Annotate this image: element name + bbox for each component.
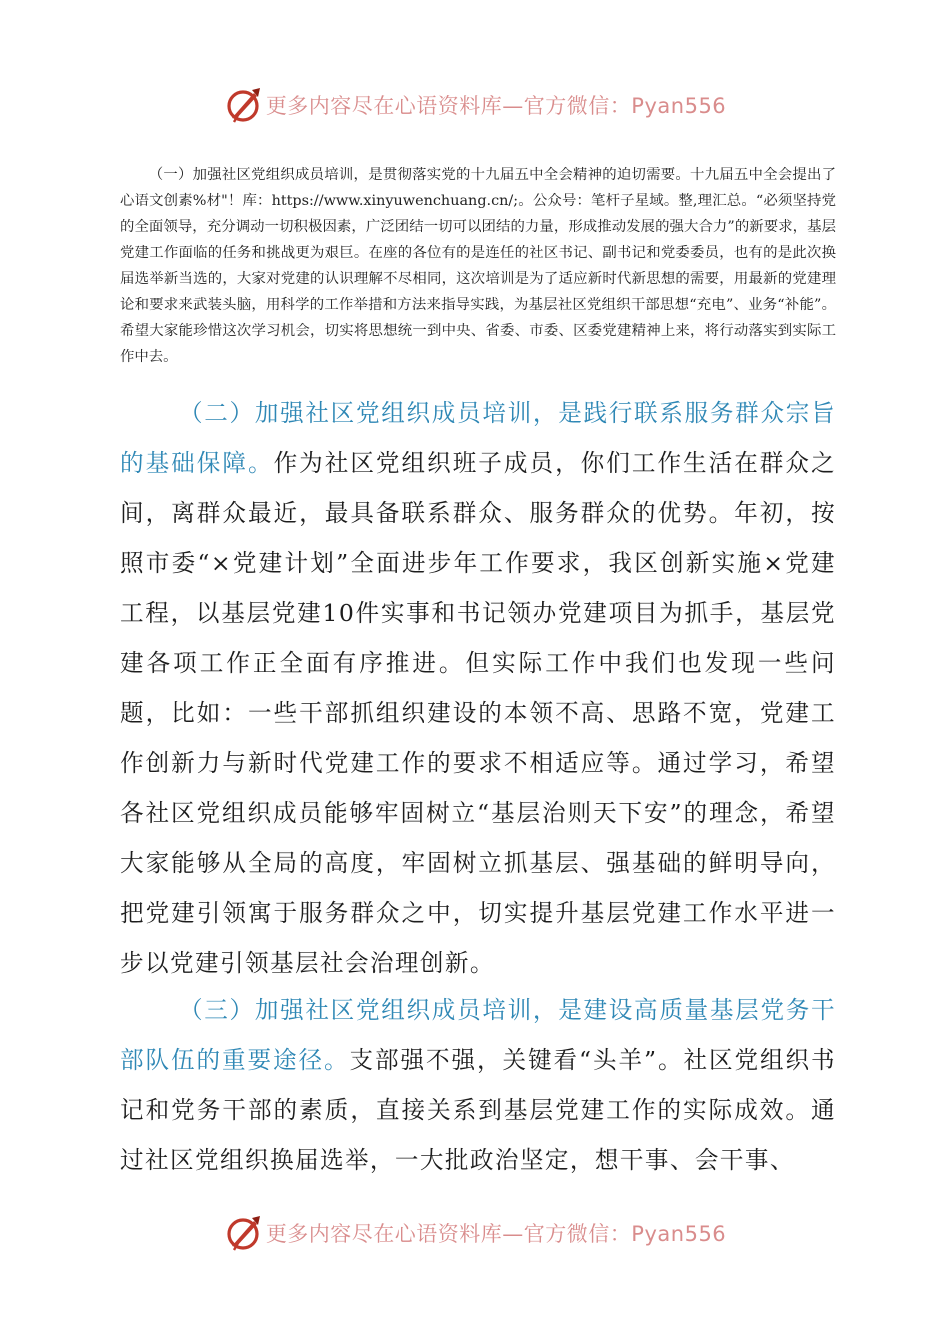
- paragraph-2-body: 作为社区党组织班子成员，你们工作生活在群众之间，离群众最近，最具备联系群众、服务群众的优势。年初，按照市委“×党建计划”全面进步年工作要求，我区创新实施×党建工程，以基层党建10件实事和书记领办党建项目为抓手，基层党建各项工作正全面有序推进。但实际工作中我们也发现一些问题，比如：一些干部抓组织建设的本领不高、思路不宽，党建工作创新力与新时代党建工作的要求不相适应等。通过学习，希望各社区党组织成员能够牢固树立“基层治则天下安”的理念，希望大家能够从全局的高度，牢固树立抓基层、强基础的鲜明导向，把党建引领寓于服务群众之中，切实提升基层党建工作水平进一步以党建引领基层社会治理创新。: [120, 449, 836, 977]
- paragraph-2-heading: （二）加强社区党组织成员培训，是践行联系服务群众宗旨的基础保障。: [120, 399, 836, 477]
- paragraph-1: （一）加强社区党组织成员培训，是贯彻落实党的十九届五中全会精神的迫切需要。十九届五中全会提出了心语文创素%材"！库：https://www.xinyuwenchuang.cn/;。公众号：笔杆子星域。整,理汇总。“必须坚持党的全面领导，充分调动一切积极因素，广泛团结一切可以团结的力量，形成推动发展的强大合力”的新要求，基层党建工作面临的任务和挑战更为艰巨。在座的各位有的是连任的社区书记、副书记和党委委员，也有的是此次换届选举新当选的，大家对党建的认识理解不尽相同，这次培训是为了适应新时代新思想的需要，用最新的党建理论和要求来武装头脑，用科学的工作举措和方法来指导实践，为基层社区党组织干部思想“充电”、业务“补能”。希望大家能珍惜这次学习机会，切实将思想统一到中央、省委、市委、区委党建精神上来，将行动落实到实际工作中去。: [120, 167, 836, 365]
- banner-text: 更多内容尽在心语资料库—官方微信：Pyan556: [265, 1222, 727, 1246]
- banner-text: 更多内容尽在心语资料库—官方微信：Pyan556: [265, 94, 727, 118]
- footer-banner: [0, 1210, 950, 1256]
- paragraph-3-heading: （三）加强社区党组织成员培训，是建设高质量基层党务干部队伍的重要途径。: [120, 996, 836, 1074]
- quill-logo-icon: [224, 1213, 264, 1253]
- header-banner: [0, 82, 950, 128]
- quill-logo-icon: [224, 85, 264, 125]
- paragraph-3: [120, 985, 836, 1185]
- paragraph-3-body: 支部强不强，关键看“头羊”。社区党组织书记和党务干部的素质，直接关系到基层党建工作的实际成效。通过社区党组织换届选举，一大批政治坚定，想干事、会干事、: [120, 1046, 836, 1174]
- paragraph-2: [120, 388, 836, 988]
